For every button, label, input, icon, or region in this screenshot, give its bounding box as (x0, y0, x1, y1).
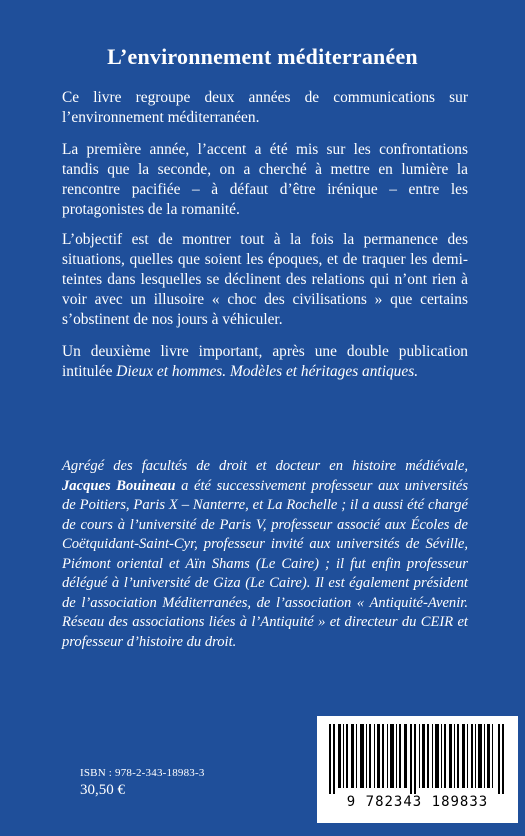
barcode-bars (329, 724, 506, 794)
author-name: Jacques Bouineau (62, 477, 176, 494)
description-paragraph-3: L’objectif est de montrer tout à la fois la permanence des situations, quelles que soient les époques, et de traquer les demi-teintes dans lesquelles se déclinent des relations qui n’ont rien à voir avec un illusoire « choc des civilisations » que certains s’obstinent de nos jours à véhiculer. (62, 231, 468, 328)
bio-prefix: Agrégé des facultés de droit et docteur en histoire médiévale, (62, 458, 468, 474)
isbn: ISBN : 978-2-343-18983-3 (80, 767, 205, 779)
description-paragraph-4 (62, 342, 468, 382)
description (62, 88, 468, 394)
description-paragraph-2: La première année, l’accent a été mis sur les confrontations tandis que la seconde, on a cherché à mettre en lumière la rencontre pacifiée – à défaut d’être irénique – entre les protagonistes de la romanité. (62, 141, 468, 218)
bio-text: a été successivement professeur aux universités de Poitiers, Paris X – Nanterre, et La Rochelle ; il a aussi été chargé de cours à l’université de Paris V, professeur associé aux Écoles de Coëtquidant-Saint-Cyr, professeur invité aux universités de Séville, Piémont oriental et Aïn Shams (Le Caire) ; il fut enfin professeur délégué à l’université de Giza (Le Caire). Il est également président de l’association Méditerranées, de l’association « Antiquité-Avenir. Réseau des associations liées à l’Antiquité » et directeur du CEIR et professeur d’histoire du droit. (62, 477, 468, 650)
book-title: L’environnement méditerranéen (107, 44, 418, 69)
barcode (317, 716, 518, 823)
description-paragraph-1: Ce livre regroupe deux années de communications sur l’environnement méditerranéen. (62, 89, 468, 126)
paragraph-4-prefix: Un deuxième livre important, après une double publication intitulée (62, 343, 468, 380)
barcode-number: 9 782343 189833 (346, 794, 489, 810)
price: 30,50 € (80, 782, 125, 798)
author-biography (62, 457, 468, 652)
referenced-book-title: Dieux et hommes. Modèles et héritages antiques. (116, 363, 419, 380)
